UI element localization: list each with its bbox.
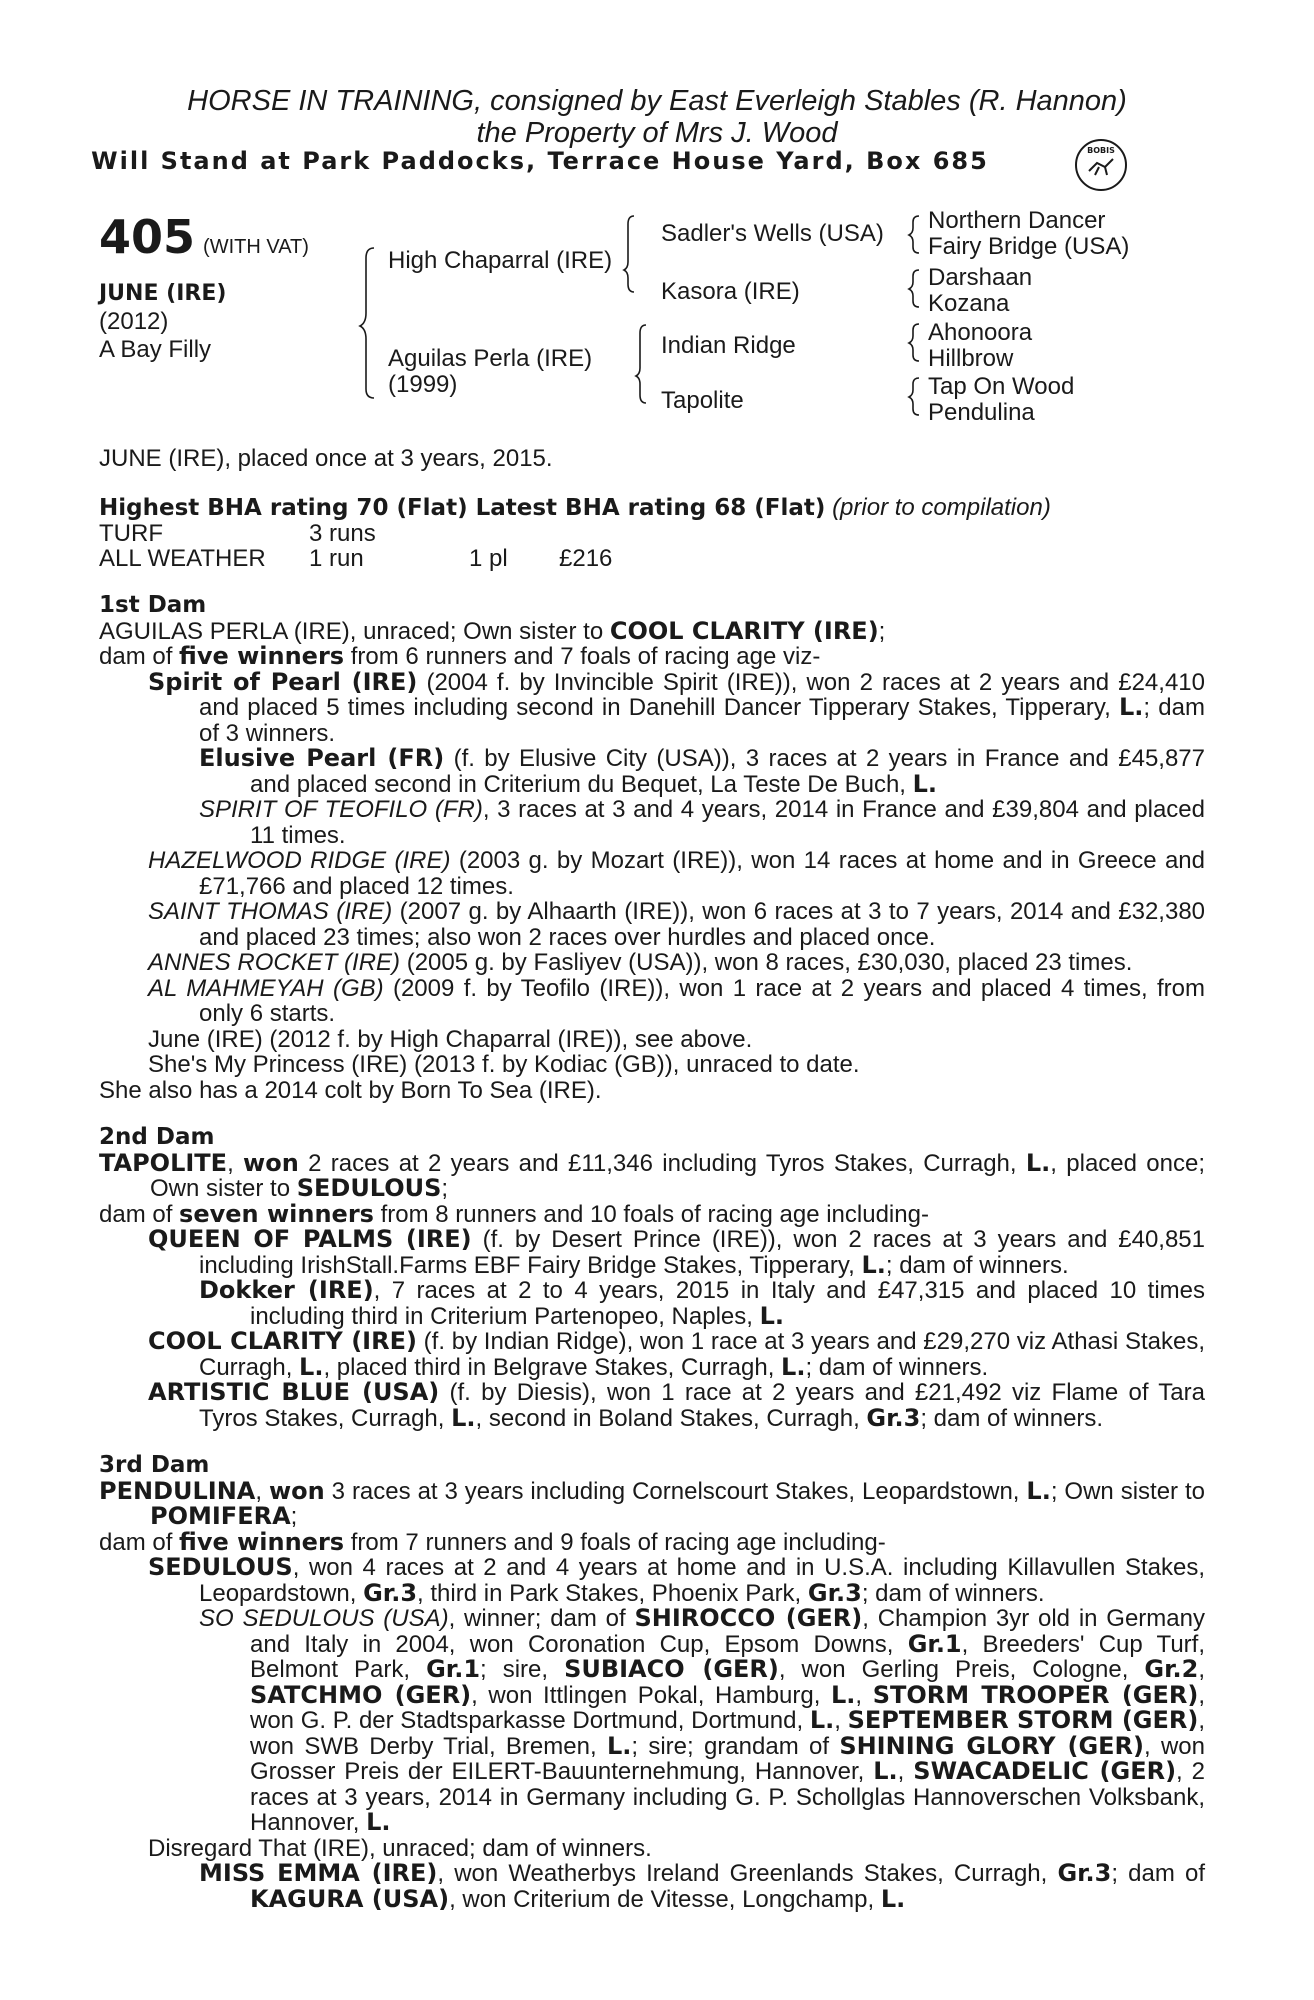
list-item: ARTISTIC BLUE (USA) (f. by Diesis), won 1 race at 2 years and £21,492 viz Flame of Tara Tyros Stakes, Curragh, L., second in Boland Stakes, Curragh, Gr.3; dam of winners. (148, 1378, 1205, 1432)
list-item: QUEEN OF PALMS (IRE) (f. by Desert Prince (IRE)), won 2 races at 3 years and £40,851 including IrishStall.Farms EBF Fairy Bridge Stakes, Tipperary, L.; dam of winners. (148, 1225, 1205, 1279)
pedigree-sire-dam: Kasora (IRE) (661, 278, 800, 305)
dam2-intro: TAPOLITE, won 2 races at 2 years and £11,346 including Tyros Stakes, Curragh, L., placed once; Own sister to SEDULOUS; (99, 1148, 1205, 1202)
svg-text:BOBIS: BOBIS (1087, 146, 1115, 155)
horse-year: (2012) (99, 308, 169, 335)
pedigree-g1: Northern Dancer (928, 207, 1106, 234)
dam3-intro: PENDULINA, won 3 races at 3 years including Cornelscourt Stakes, Leopardstown, L.; Own sister to POMIFERA; (99, 1476, 1205, 1530)
ratings-line (99, 495, 1205, 522)
list-item: Spirit of Pearl (IRE) (2004 f. by Invincible Spirit (IRE)), won 2 races at 2 years and £24,410 and placed 5 times including second in Danehill Dancer Tipperary Stakes, Tipperary, L.; dam of 3 winners. (148, 667, 1205, 747)
owner-line: the Property of Mrs J. Wood (476, 117, 838, 149)
lot-number-value: 405 (99, 210, 196, 264)
list-item: She also has a 2014 colt by Born To Sea (IRE). (99, 1076, 602, 1104)
list-item: June (IRE) (2012 f. by High Chaparral (IRE)), see above. (148, 1025, 753, 1053)
pedigree-g5: Ahonoora (928, 319, 1033, 346)
race-summary: JUNE (IRE), placed once at 3 years, 2015. (99, 445, 553, 472)
dam1-produce-line: dam of five winners from 6 runners and 7 foals of racing age viz- (99, 642, 821, 670)
list-item: ANNES ROCKET (IRE) (2005 g. by Fasliyev (USA)), won 8 races, £30,030, placed 23 times. (148, 949, 1133, 976)
dam2-produce-line: dam of seven winners from 8 runners and 10 foals of racing age including- (99, 1199, 929, 1228)
table-row: TURF 3 runs (99, 520, 376, 547)
list-item: Elusive Pearl (FR) (f. by Elusive City (USA)), 3 races at 2 years in France and £45,877 and placed second in Criterium du Bequet, La Teste De Buch, L. (199, 744, 1205, 798)
list-item: COOL CLARITY (IRE) (f. by Indian Ridge), won 1 race at 3 years and £29,270 viz Athasi Stakes, Curragh, L., placed third in Belgrave Stakes, Curragh, L.; dam of winners. (148, 1327, 1205, 1381)
pedigree-braces (0, 0, 1314, 440)
dam3-produce-line: dam of five winners from 7 runners and 9 foals of racing age including- (99, 1527, 886, 1556)
list-item: Disregard That (IRE), unraced; dam of winners. (148, 1834, 652, 1862)
list-item: AL MAHMEYAH (GB) (2009 f. by Teofilo (IRE)), won 1 race at 2 years and placed 4 times, from only 6 starts. (148, 974, 1205, 1027)
pedigree-sire: High Chaparral (IRE) (388, 247, 613, 274)
list-item: SO SEDULOUS (USA), winner; dam of SHIROCCO (GER), Champion 3yr old in Germany and Italy in 2004, won Coronation Cup, Epsom Downs, Gr.1, Breeders' Cup Turf, Belmont Park, Gr.1; sire, SUBIACO (GER), won Gerling Preis, Cologne, Gr.2, SATCHMO (GER), won Ittlingen Pokal, Hamburg, L., STORM TROOPER (GER), won G. P. der Stadtsparkasse Dortmund, Dortmund, L., SEPTEMBER STORM (GER), won SWB Derby Trial, Bremen, L.; sire; grandam of SHINING GLORY (GER), won Grosser Preis der EILERT-Bauunternehmung, Hannover, L., SWACADELIC (GER), 2 races at 3 years, 2014 in Germany including G. P. Schollglas Hannoverschen Volksbank, Hannover, L. (199, 1604, 1206, 1836)
pedigree-dam-year: (1999) (388, 371, 458, 398)
list-item: SEDULOUS, won 4 races at 2 and 4 years at home and in U.S.A. including Killavullen Stakes, Leopardstown, Gr.3, third in Park Stakes, Phoenix Park, Gr.3; dam of winners. (148, 1553, 1205, 1607)
horse-description: A Bay Filly (99, 336, 212, 363)
dam3-heading: 3rd Dam (99, 1452, 210, 1478)
pedigree-dam-sire: Indian Ridge (661, 332, 796, 359)
list-item: MISS EMMA (IRE), won Weatherbys Ireland Greenlands Stakes, Curragh, Gr.3; dam of KAGURA (USA), won Criterium de Vitesse, Longchamp, L. (199, 1859, 1205, 1913)
ratings-bold: Highest BHA rating 70 (Flat) Latest BHA rating 68 (Flat) (99, 494, 826, 521)
dam2-heading: 2nd Dam (99, 1124, 215, 1150)
lot-vat: (WITH VAT) (203, 236, 309, 258)
table-row: ALL WEATHER 1 run 1 pl £216 (99, 545, 613, 572)
pedigree-g7: Tap On Wood (928, 373, 1075, 400)
consignment-line: HORSE IN TRAINING, consigned by East Everleigh Stables (R. Hannon) (187, 85, 1127, 117)
pedigree-g2: Fairy Bridge (USA) (928, 233, 1130, 260)
race-record-table (99, 521, 612, 571)
pedigree-g8: Pendulina (928, 399, 1035, 426)
list-item: Dokker (IRE), 7 races at 2 to 4 years, 2015 in Italy and £47,315 and placed 10 times including third in Criterium Partenopeo, Naples, L. (199, 1276, 1206, 1330)
list-item: SAINT THOMAS (IRE) (2007 g. by Alhaarth (IRE)), won 6 races at 3 to 7 years, 2014 and £32,380 and placed 23 times; also won 2 races over hurdles and placed once. (148, 898, 1206, 951)
pedigree-g3: Darshaan (928, 264, 1033, 291)
dam1-intro: AGUILAS PERLA (IRE), unraced; Own sister to COOL CLARITY (IRE); (99, 616, 886, 645)
list-item: She's My Princess (IRE) (2013 f. by Kodiac (GB)), unraced to date. (148, 1051, 860, 1078)
pedigree-g6: Hillbrow (928, 345, 1014, 372)
pedigree-dam: Aguilas Perla (IRE) (388, 345, 593, 372)
pedigree-sire-sire: Sadler's Wells (USA) (661, 220, 884, 247)
dam1-heading: 1st Dam (99, 592, 207, 618)
ratings-note: (prior to compilation) (832, 493, 1051, 521)
pedigree-g4: Kozana (928, 290, 1010, 317)
location-line: Will Stand at Park Paddocks, Terrace House Yard, Box 685 (91, 147, 989, 175)
catalogue-body (99, 446, 1205, 1912)
list-item: HAZELWOOD RIDGE (IRE) (2003 g. by Mozart (IRE)), won 14 races at home and in Greece and £71,766 and placed 12 times. (148, 847, 1205, 900)
list-item: SPIRIT OF TEOFILO (FR), 3 races at 3 and 4 years, 2014 in France and £39,804 and placed 11 times. (199, 796, 1205, 849)
pedigree-dam-dam: Tapolite (661, 387, 744, 414)
horse-name: JUNE (IRE) (99, 281, 227, 306)
